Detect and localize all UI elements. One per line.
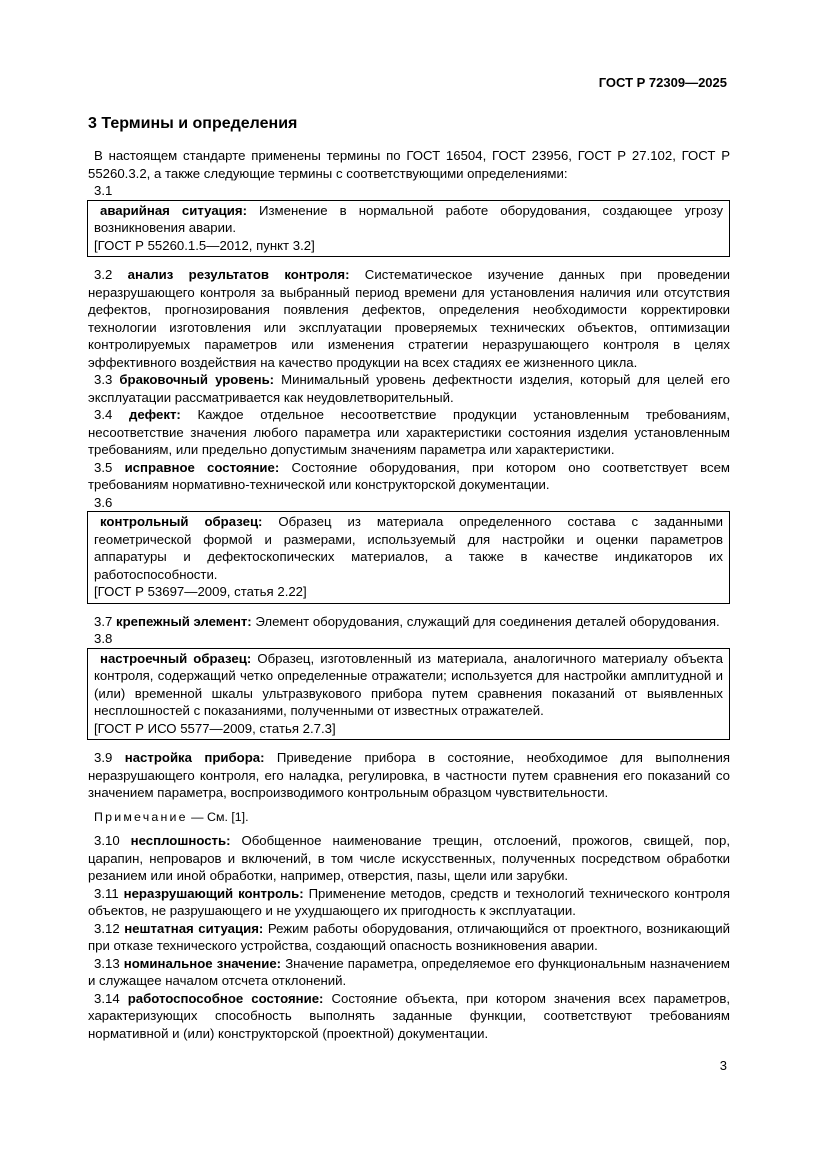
page-number: 3: [719, 1058, 727, 1073]
term-number: 3.2: [94, 267, 113, 282]
note-text: — См. [1].: [187, 809, 249, 824]
term-definition: [94, 650, 723, 720]
term-box: [87, 511, 730, 604]
term-name: контрольный образец:: [100, 514, 263, 529]
term-number: 3.5: [94, 459, 113, 475]
term-text: Элемент оборудования, служащий для соединения деталей оборудования.: [251, 613, 720, 629]
term-name: нештатная ситуация:: [124, 920, 264, 936]
term-source: [ГОСТ Р 53697—2009, статья 2.22]: [94, 584, 307, 599]
term-definition: [94, 513, 723, 583]
term-definition: [88, 613, 730, 631]
term-source: [ГОСТ Р 55260.1.5—2012, пункт 3.2]: [94, 237, 315, 253]
term-definition: [88, 832, 730, 885]
term-number: 3.6: [94, 494, 113, 510]
term-number: 3.14: [94, 990, 120, 1006]
term-number: 3.1: [94, 183, 113, 198]
term-name: исправное состояние:: [124, 459, 280, 475]
term-text: Образец, изготовленный из материала, аналогичного материалу объекта контроля, содержащий четко определенные отражатели; используется для настройки амплитудной и (или) временной шкалы ультразвукового прибора путем сравнения показаний от выявленных несплошностей с показаниями, полученными от известных отражателей.: [94, 650, 723, 718]
section-title: 3 Термины и определения: [88, 115, 298, 132]
term-name: браковочный уровень:: [119, 372, 275, 387]
term-text: Применение методов, средств и технологий технического контроля объектов, не разрушающего и не ухудшающего их пригодность к эксплуатации.: [88, 885, 730, 918]
intro-paragraph: В настоящем стандарте применены термины по ГОСТ 16504, ГОСТ 23956, ГОСТ Р 27.102, ГОСТ Р 55260.3.2, а также следующие термины с соответствующими определениями:: [88, 148, 730, 181]
term-number: 3.8: [94, 631, 113, 646]
term-definition: [88, 955, 730, 990]
term-number: 3.11: [94, 885, 119, 901]
term-number: 3.12: [94, 920, 120, 936]
term-definition: [94, 202, 723, 237]
term-definition: [88, 406, 730, 459]
term-text: Состояние оборудования, при котором оно соответствует всем требованиям нормативно-технической или конструкторской документации.: [88, 459, 730, 492]
term-number: 3.13: [94, 955, 120, 971]
note: [88, 809, 730, 827]
terms-section: [88, 147, 730, 1042]
term-definition: [88, 990, 730, 1043]
term-name: неразрушающий контроль:: [123, 885, 304, 901]
term-definition: [88, 885, 730, 920]
term-text: Режим работы оборудования, отличающийся от проектного, возникающий при отказе технического устройства, создающий опасность возникновения аварии.: [88, 920, 730, 953]
term-name: номинальное значение:: [123, 955, 282, 971]
term-text: Приведение прибора в состояние, необходимое для выполнения неразрушающего контроля, его наладка, регулировка, в частности путем сравнения его показаний со значением параметра, воспроизводимого контрольным образцом чувствительности.: [88, 750, 730, 800]
term-number: 3.9: [94, 750, 113, 765]
term-definition: [88, 459, 730, 494]
term-text: Состояние объекта, при котором значения всех параметров, характеризующих способность выполнять заданные функции, соответствуют требованиям нормативной и (или) конструкторской (проектной) документации.: [88, 990, 730, 1041]
term-definition: [88, 266, 730, 371]
term-number: 3.7: [94, 613, 113, 629]
term-definition: [88, 371, 730, 406]
term-text: Образец из материала определенного состава с заданными геометрической формой и размерами, используемый для настройки и оценки параметров аппаратуры и дефектоскопических материалов, а также в качестве индикаторов их работоспособности.: [94, 514, 724, 582]
note-label: Примечание: [94, 809, 188, 824]
term-text: Изменение в нормальной работе оборудования, создающее угрозу возникновения аварии.: [94, 202, 723, 235]
term-text: Обобщенное наименование трещин, отслоений, прожогов, свищей, пор, царапин, непроваров и включений, в том числе искусственных, полученных посредством обработки резанием или иной обработки, например, отверстия, пазы, щели или зарубки.: [88, 833, 731, 883]
term-text: Каждое отдельное несоответствие продукции установленным требованиям, несоответствие значения любого параметра или характеристики состояния изделия установленным требованиям, или предельно допустимым значениям параметра или характеристики.: [88, 407, 730, 457]
term-number: 3.3: [94, 372, 113, 387]
term-name: работоспособное состояние:: [127, 990, 324, 1006]
term-text: Значение параметра, определяемое его функциональным назначением и служащее началом отсчета отклонений.: [88, 955, 730, 988]
term-name: крепежный элемент:: [116, 613, 252, 629]
term-text: Минимальный уровень дефектности изделия, который для целей его эксплуатации рассматривается как неудовлетворительный.: [88, 372, 730, 405]
term-box: [87, 648, 730, 741]
term-name: настройка прибора:: [124, 750, 265, 765]
term-number: 3.10: [94, 833, 120, 848]
term-definition: [88, 749, 730, 802]
term-name: настроечный образец:: [100, 650, 252, 666]
term-definition: [88, 920, 730, 955]
term-name: дефект:: [128, 407, 181, 422]
term-number: 3.4: [94, 407, 113, 422]
term-name: анализ результатов контроля:: [127, 267, 350, 282]
term-text: Систематическое изучение данных при проведении неразрушающего контроля за выбранный период времени для установления наличия или отсутствия дефектов, прогнозирования появления дефектов, определения необходимости корректировки технологии изготовления или эксплуатации проверяемых технических объектов, оптимизации контролируемых параметров или изменения стратегии неразрушающего контроля в целях эффективного воздействия на качество продукции на всех стадиях ее жизненного цикла.: [88, 267, 730, 370]
term-name: несплошность:: [130, 833, 231, 848]
term-name: аварийная ситуация:: [100, 202, 247, 218]
document-code: ГОСТ Р 72309—2025: [598, 75, 727, 90]
term-box: [87, 200, 730, 258]
term-source: [ГОСТ Р ИСО 5577—2009, статья 2.7.3]: [94, 720, 336, 736]
